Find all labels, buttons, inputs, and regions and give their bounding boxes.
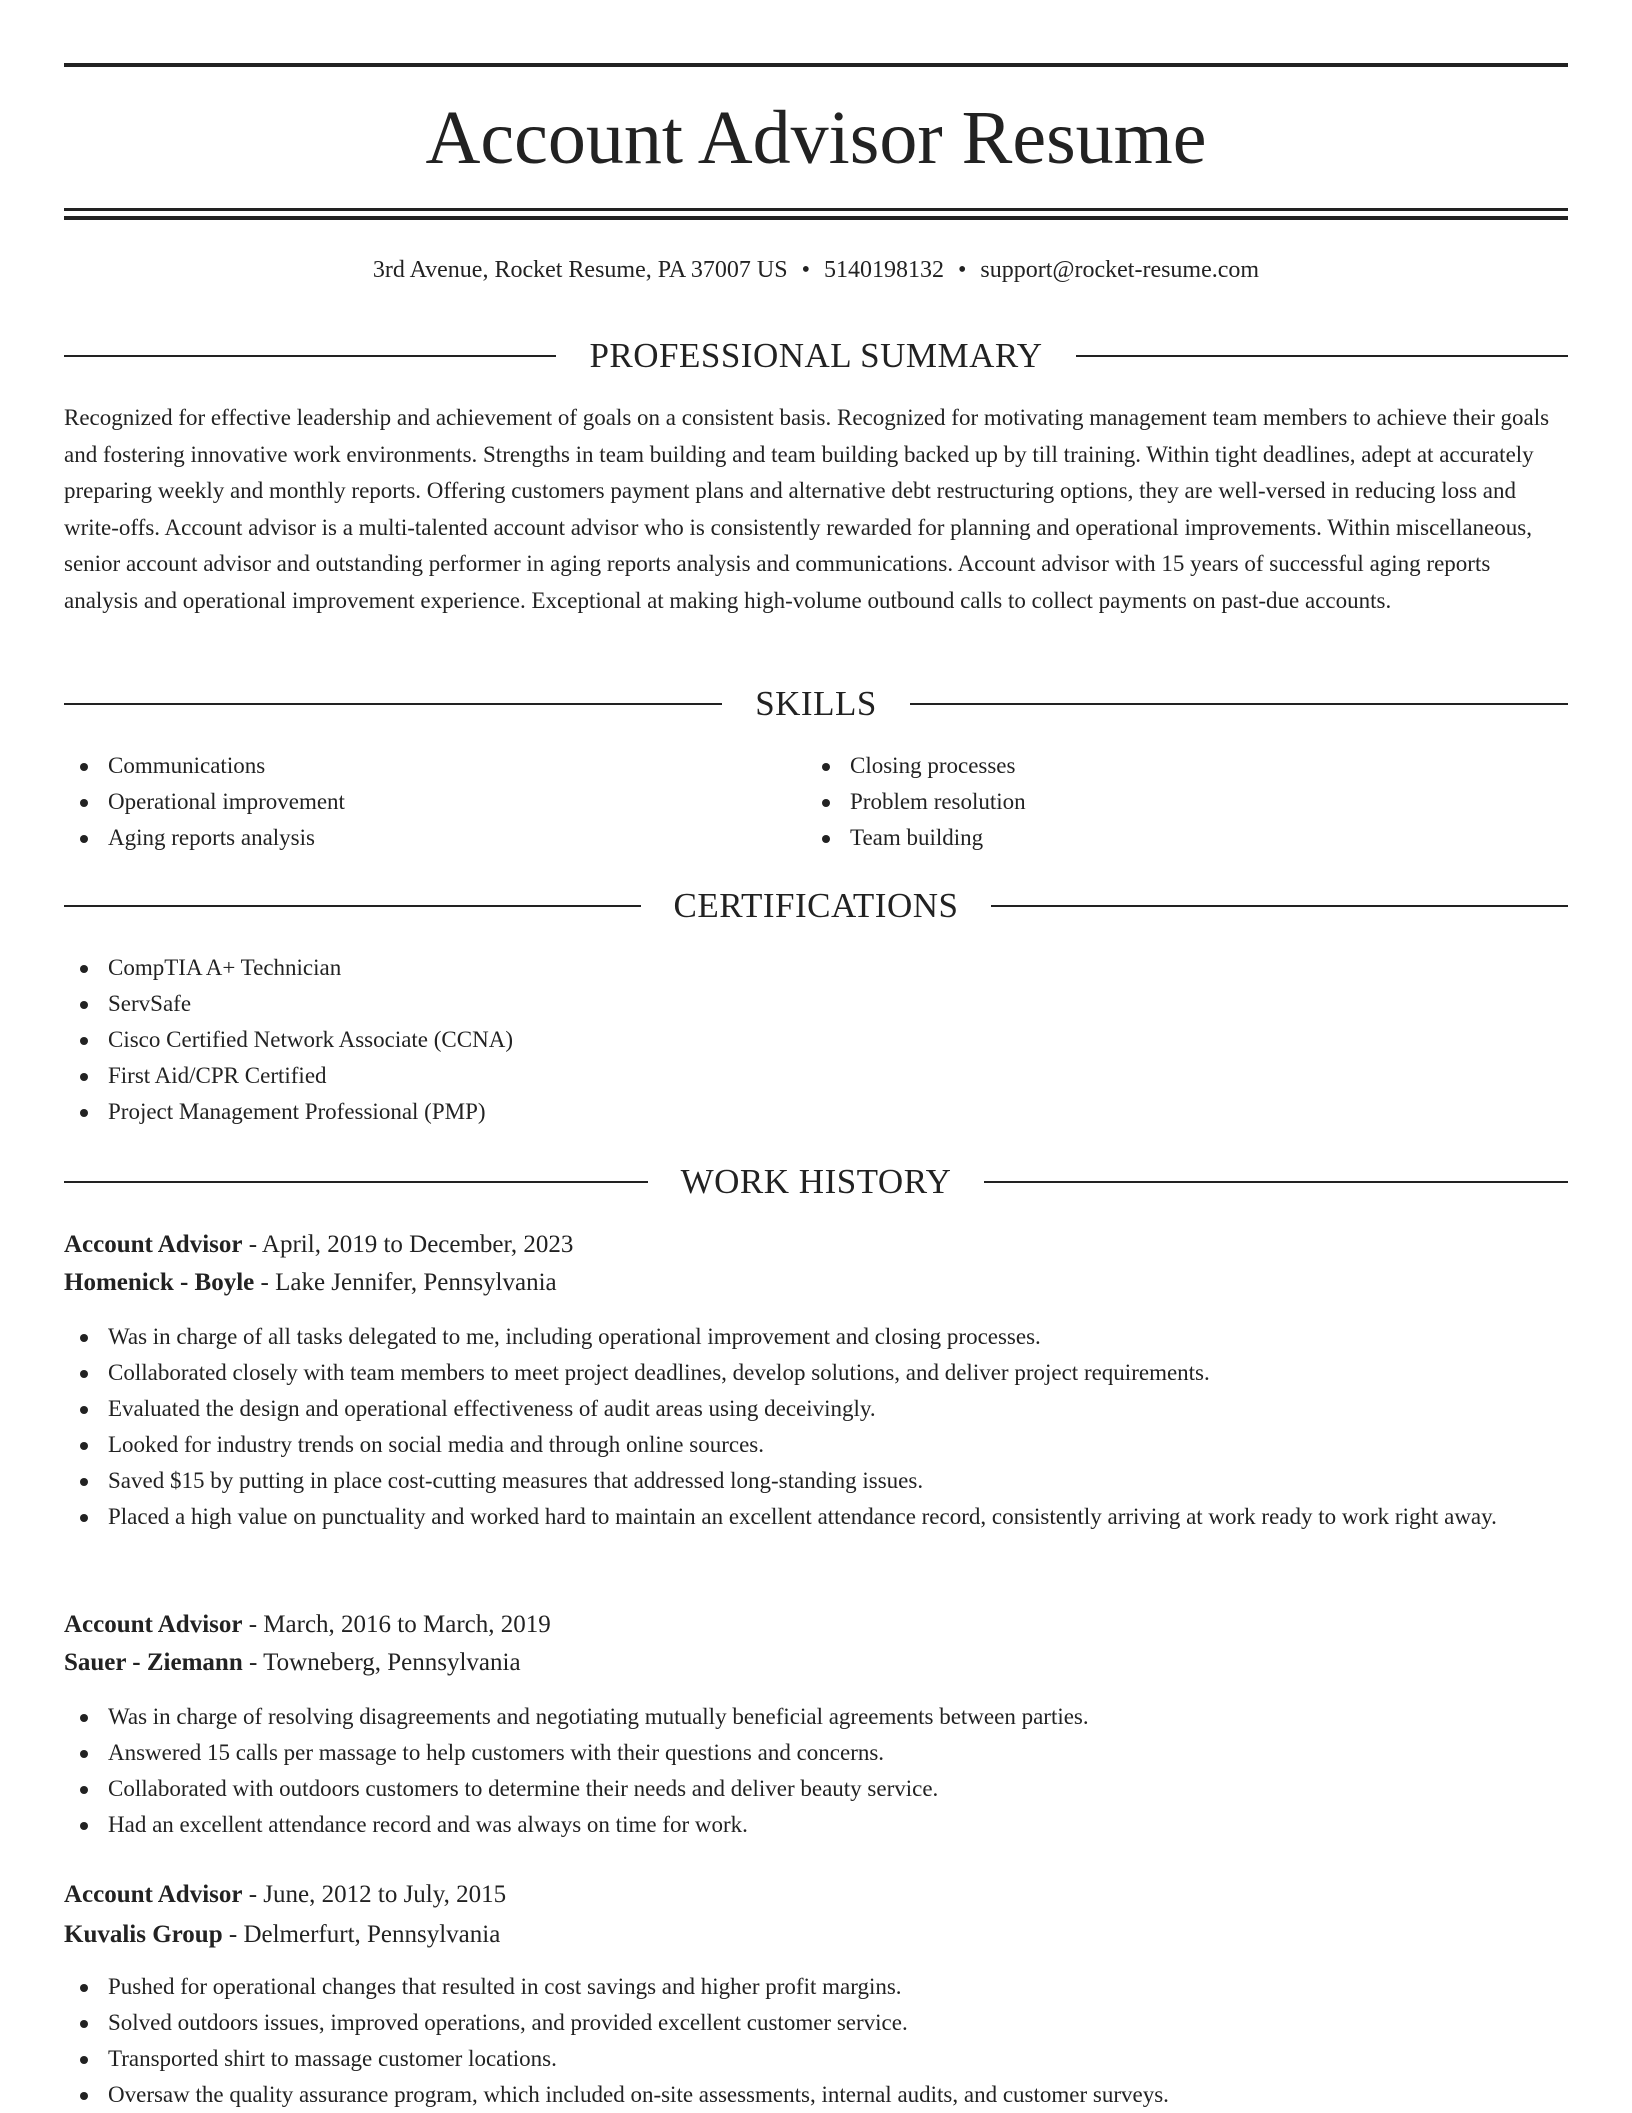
job-bullet: Evaluated the design and operational effectiveness of audit areas using deceivingly. [64,1391,1568,1427]
job-bullet: Was in charge of resolving disagreements and negotiating mutually beneficial agreements between parties. [64,1699,1568,1735]
job-company: Kuvalis Group [64,1921,223,1948]
job-bullet: Looked for industry trends on social media and through online sources. [64,1427,1568,1463]
job-bullet: Saved $15 by putting in place cost-cutting measures that addressed long-standing issues. [64,1463,1568,1499]
job-title: Account Advisor [64,1881,243,1908]
section-heading-summary [64,334,1568,378]
certification-item: CompTIA A+ Technician [64,950,1568,986]
heading-rule [991,905,1568,907]
section-title: SKILLS [755,684,877,723]
heading-rule [984,1181,1568,1183]
section-title: WORK HISTORY [680,1162,952,1201]
skill-item: Operational improvement [64,784,764,820]
job-bullet: Placed a high value on punctuality and worked hard to maintain an excellent attendance record, consistently arriving at work ready to work right away. [64,1499,1568,1535]
job-location: - Towneberg, Pennsylvania [242,1649,521,1676]
job-bullet: Solved outdoors issues, improved operations, and provided excellent customer service. [64,2005,1568,2041]
contact-address: 3rd Avenue, Rocket Resume, PA 37007 US [372,257,788,283]
skills-list-right [806,748,1506,856]
skill-item: Problem resolution [806,784,1506,820]
job-bullet: Pushed for operational changes that resulted in cost savings and higher profit margins. [64,1969,1568,2005]
summary-paragraph: Recognized for effective leadership and achievement of goals on a consistent basis. Recognized for motivating management team members to achieve their goals and fostering innovative work environments. Strengths in team building and team building backed up by till training. Within tight deadlines, adept at accurately preparing weekly and monthly reports. Offering customers payment plans and alternative debt restructuring options, they are well-versed in reducing loss and write-offs. Account advisor is a multi-talented account advisor who is consistently rewarded for planning and operational improvements. Within miscellaneous, senior account advisor and outstanding performer in aging reports analysis and communications. Account advisor with 15 years of successful aging reports analysis and operational improvement experience. Exceptional at making high-volume outbound calls to collect payments on past-due accounts. [64,405,1550,613]
heading-rule [64,905,641,907]
job-bullet-list [64,1699,1568,1843]
job-title-line [64,1226,1568,1264]
job-dates: - June, 2012 to July, 2015 [242,1881,507,1908]
certification-item: ServSafe [64,986,1568,1022]
skill-item: Aging reports analysis [64,820,764,856]
job-bullet: Was in charge of all tasks delegated to me, including operational improvement and closing processes. [64,1319,1568,1355]
top-divider [64,63,1568,67]
job-bullet: Answered 15 calls per massage to help customers with their questions and concerns. [64,1735,1568,1771]
job-title-line [64,1606,1568,1644]
job-bullet: Transported shirt to massage customer locations. [64,2041,1568,2077]
section-title: PROFESSIONAL SUMMARY [589,336,1043,375]
section-title: CERTIFICATIONS [673,886,959,925]
section-heading-work-history [64,1160,1568,1204]
heading-rule [1076,355,1568,357]
section-heading-certifications [64,884,1568,928]
job-location: - Lake Jennifer, Pennsylvania [254,1269,557,1296]
job-title: Account Advisor [64,1231,243,1258]
job-dates: - April, 2019 to December, 2023 [242,1231,574,1258]
certification-item: Cisco Certified Network Associate (CCNA) [64,1022,1568,1058]
heading-rule [910,703,1568,705]
job-title-line [64,1876,1568,1914]
job-bullet: Collaborated with outdoors customers to determine their needs and deliver beauty service. [64,1771,1568,1807]
skills-list-left [64,748,764,856]
job-dates: - March, 2016 to March, 2019 [242,1611,551,1638]
job-bullet-list [64,1969,1568,2113]
title-divider-lower [64,216,1568,220]
certification-item: Project Management Professional (PMP) [64,1094,1568,1130]
job-bullet: Collaborated closely with team members to meet project deadlines, develop solutions, and deliver project requirements. [64,1355,1568,1391]
job-company-line [64,1264,1568,1302]
contact-line [64,252,1568,288]
heading-rule [64,1181,648,1183]
job-title: Account Advisor [64,1611,243,1638]
skill-item: Closing processes [806,748,1506,784]
job-bullet: Had an excellent attendance record and was always on time for work. [64,1807,1568,1843]
skill-item: Team building [806,820,1506,856]
job-company: Homenick - Boyle [64,1269,255,1296]
contact-phone: 5140198132 [823,257,944,283]
title-divider-upper [64,208,1568,211]
heading-rule [64,703,722,705]
job-company: Sauer - Ziemann [64,1649,243,1676]
job-bullet: Oversaw the quality assurance program, which included on-site assessments, internal audits, and customer surveys. [64,2077,1568,2113]
job-company-line [64,1644,1568,1682]
contact-separator: • [957,257,967,283]
section-heading-skills [64,682,1568,726]
page-title: Account Advisor Resume [425,96,1207,180]
contact-separator: • [801,257,810,283]
contact-email: support@rocket-resume.com [980,257,1260,283]
skill-item: Communications [64,748,764,784]
certifications-list [64,950,1568,1130]
certification-item: First Aid/CPR Certified [64,1058,1568,1094]
heading-rule [64,355,556,357]
job-bullet-list [64,1319,1568,1535]
job-company-line [64,1916,1568,1954]
job-location: - Delmerfurt, Pennsylvania [222,1921,501,1948]
